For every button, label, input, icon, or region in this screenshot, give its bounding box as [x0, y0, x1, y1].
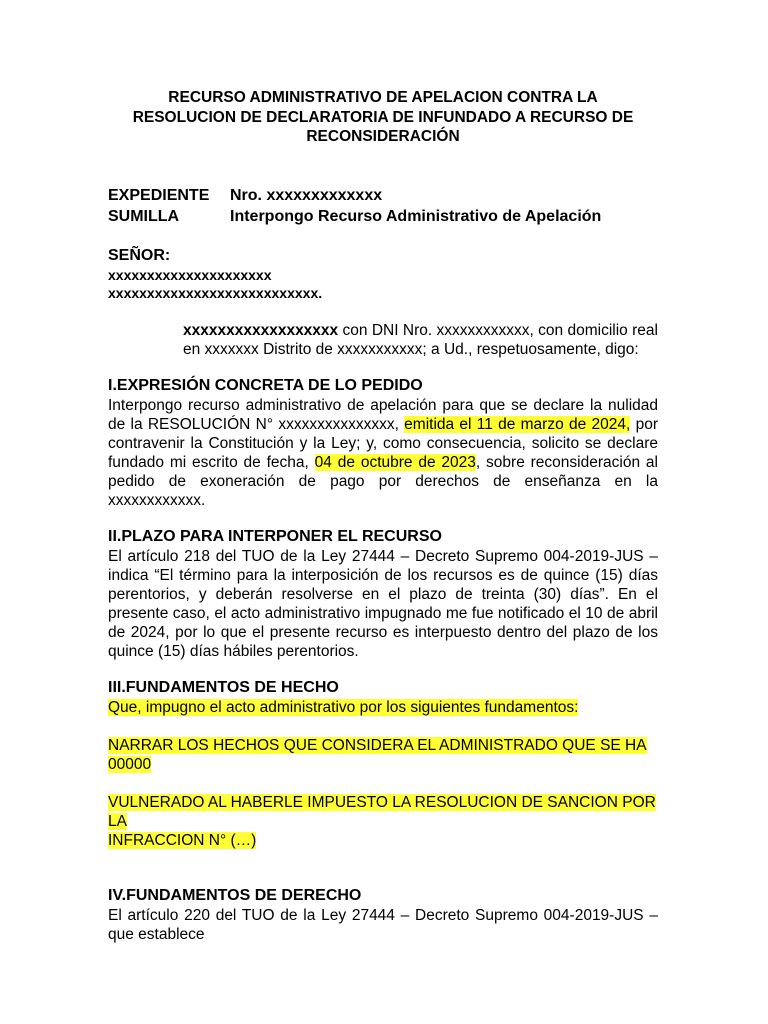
expediente-value: Nro. xxxxxxxxxxxxx	[230, 186, 383, 204]
narrative-instruction-2	[108, 793, 658, 850]
section-4-number: IV.	[108, 886, 127, 904]
narrative-instruction-1	[108, 736, 658, 774]
salutation: SEÑOR:	[108, 246, 171, 264]
section-3-number: III.	[108, 678, 126, 696]
sumilla-value: Interpongo Recurso Administrativo de Apelación	[230, 207, 602, 225]
section-1-paragraph	[108, 396, 658, 510]
section-1-number: I.	[108, 376, 117, 394]
intro-paragraph	[183, 321, 658, 359]
section-4-paragraph: El artículo 220 del TUO de la Ley 27444 – Decreto Supremo 004-2019-JUS – que establece	[108, 906, 658, 943]
section-2-heading	[108, 527, 658, 547]
section-1-highlight-date-1: emitida el 11 de marzo de 2024,	[404, 415, 631, 433]
sumilla-row	[108, 206, 658, 227]
section-4-heading	[108, 886, 658, 906]
section-1-text-2: por contravenir la Constitución y la Ley; y, como consecuencia, solicito se declare fundado mi escrito de fecha,	[108, 415, 658, 471]
narrative-instruction-1-text: NARRAR LOS HECHOS QUE CONSIDERA EL ADMINISTRADO QUE SE HA 00000	[108, 736, 647, 773]
section-2-number: II.	[108, 527, 122, 545]
section-3-heading	[108, 678, 658, 698]
expediente-row	[108, 185, 658, 206]
section-3-intro	[108, 698, 658, 717]
document-page	[108, 88, 658, 944]
sumilla-label: SUMILLA	[108, 207, 180, 225]
section-1-title: EXPRESIÓN CONCRETA DE LO PEDIDO	[116, 376, 423, 394]
section-2-title: PLAZO PARA INTERPONER EL RECURSO	[121, 527, 442, 545]
petitioner-name: xxxxxxxxxxxxxxxxxx	[183, 321, 339, 339]
section-3-title: FUNDAMENTOS DE HECHO	[125, 678, 339, 696]
narrative-instruction-2-text: VULNERADO AL HABERLE IMPUESTO LA RESOLUCION DE SANCION POR LA	[108, 793, 656, 830]
section-1-highlight-date-2: 04 de octubre de 2023	[314, 453, 476, 471]
section-4-title: FUNDAMENTOS DE DERECHO	[126, 886, 362, 904]
narrative-instruction-3-text: INFRACCION N° (…)	[108, 831, 257, 849]
title-line-1: RECURSO ADMINISTRATIVO DE APELACION CONTRA LA	[168, 89, 598, 106]
title-line-3: RECONSIDERACIÓN	[306, 128, 460, 145]
section-3-intro-text: Que, impugno el acto administrativo por los siguientes fundamentos:	[108, 698, 579, 716]
expediente-label: EXPEDIENTE	[108, 186, 210, 204]
section-1-text-3: , sobre reconsideración al pedido de exoneración de pago por derechos de enseñanza en la xxxxxxxxxxxx.	[108, 453, 658, 509]
section-1-heading	[108, 376, 658, 396]
case-metadata	[108, 185, 658, 227]
intro-text: con DNI Nro. xxxxxxxxxxxx, con domicilio real en xxxxxxx Distrito de xxxxxxxxxxx; a Ud., respetuosamente, digo:	[183, 321, 658, 358]
document-title	[108, 88, 658, 147]
section-2-paragraph: El artículo 218 del TUO de la Ley 27444 – Decreto Supremo 004-2019-JUS – indica “El término para la interposición de los recursos es de quince (15) días perentorios, y deberán resolverse en el plazo de treinta (30) días”. En el presente caso, el acto administrativo impugnado me fue notificado el 10 de abril de 2024, por lo que el presente recurso es interpuesto dentro del plazo de los quince (15) días hábiles perentorios.	[108, 547, 658, 660]
section-1-text-1: Interpongo recurso administrativo de apelación para que se declare la nulidad de la RESOLUCIÓN N° xxxxxxxxxxxxxxx,	[108, 396, 658, 433]
addressee-line-2: xxxxxxxxxxxxxxxxxxxxxxxxxxx.	[108, 285, 323, 301]
addressee-line-1: xxxxxxxxxxxxxxxxxxxxx	[108, 266, 272, 283]
title-line-2: RESOLUCION DE DECLARATORIA DE INFUNDADO A RECURSO DE	[132, 108, 634, 126]
